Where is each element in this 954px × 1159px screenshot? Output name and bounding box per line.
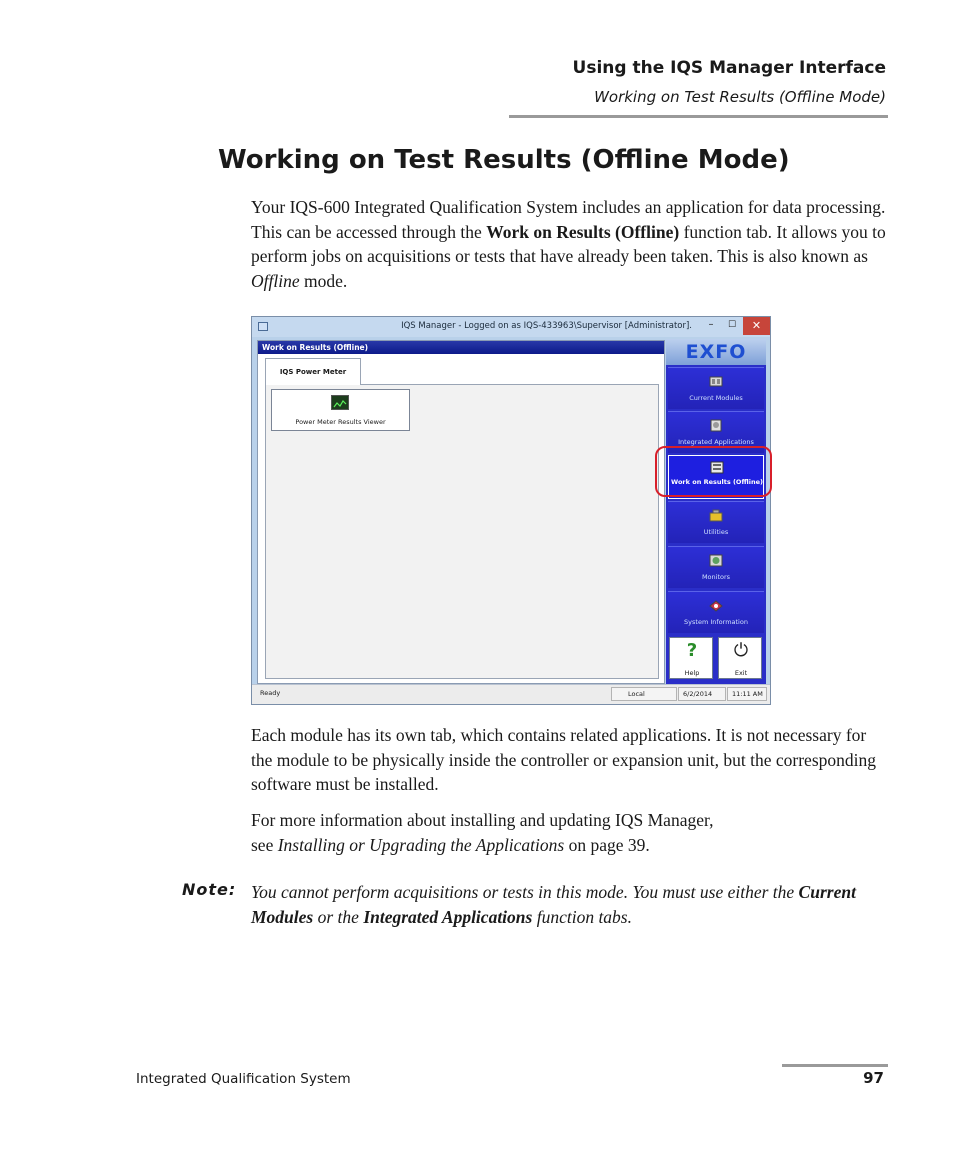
- status-bar: [252, 684, 770, 704]
- maximize-button[interactable]: ☐: [727, 320, 737, 330]
- intro-paragraph: [251, 195, 891, 293]
- utilities-icon: [707, 508, 725, 523]
- power-meter-graph-icon: [331, 395, 349, 410]
- nav-monitors[interactable]: [668, 546, 764, 588]
- note-text: [251, 880, 891, 929]
- status-ready: Ready: [260, 689, 281, 697]
- status-time: 11:11 AM: [727, 687, 767, 701]
- tab-content: [265, 384, 659, 679]
- note-text-2: or the: [313, 906, 364, 927]
- modules-icon: [707, 374, 725, 389]
- cross-reference-link[interactable]: Installing or Upgrading the Applications: [277, 834, 565, 855]
- footer-rule: [782, 1064, 888, 1067]
- intro-italic-offline: Offline: [251, 270, 300, 291]
- applications-icon: [707, 418, 725, 433]
- panel-title: Work on Results (Offline): [258, 341, 664, 354]
- footer-product-name: Integrated Qualification System: [136, 1071, 351, 1087]
- note-text-1: You cannot perform acquisitions or tests in this mode. You must use either the: [251, 882, 799, 902]
- exit-button[interactable]: [718, 637, 762, 679]
- module-tab-paragraph: Each module has its own tab, which contains related applications. It is not necessary for the module to be physically inside the controller or expansion unit, but the corresponding software must be installed.: [251, 725, 877, 794]
- intro-bold-tab-name: Work on Results (Offline): [486, 221, 680, 242]
- nav-current-modules[interactable]: [668, 367, 764, 409]
- nav-label: System Information: [684, 618, 748, 626]
- section-heading: Working on Test Results (Offline Mode): [218, 145, 790, 175]
- more-info-text-3: on page 39.: [564, 834, 650, 855]
- intro-text-1: Your IQS-600 Integrated Qualification System includes an application for data processing. This can be accessed through the: [251, 197, 886, 242]
- page-number: 97: [863, 1069, 884, 1087]
- app-tile-label: Power Meter Results Viewer: [295, 418, 386, 426]
- iqs-manager-window-screenshot: [251, 316, 771, 705]
- exfo-logo: [666, 339, 766, 365]
- nav-label: Utilities: [703, 528, 729, 536]
- more-info-paragraph: [251, 808, 891, 857]
- info-icon: [707, 598, 725, 613]
- logo-text: EXFO: [685, 341, 747, 363]
- help-exit-bar: [666, 635, 766, 684]
- intro-text-3: mode.: [299, 270, 348, 291]
- more-info-text-1: For more information about installing and updating IQS Manager,: [251, 810, 714, 830]
- status-mode: Local: [611, 687, 677, 701]
- exit-label: Exit: [734, 669, 748, 677]
- nav-label: Monitors: [701, 573, 731, 581]
- note-bold-integrated-applications: Integrated Applications: [363, 906, 533, 927]
- running-header-subtitle: Working on Test Results (Offline Mode): [594, 88, 886, 106]
- more-info-text-2: see: [251, 834, 278, 855]
- nav-label: Current Modules: [689, 394, 743, 402]
- power-meter-results-viewer-button[interactable]: [271, 389, 410, 431]
- monitors-icon: [707, 553, 725, 568]
- help-icon: ?: [686, 640, 698, 661]
- nav-label: Integrated Applications: [678, 438, 754, 446]
- note-text-3: function tabs.: [532, 906, 632, 927]
- minimize-button[interactable]: –: [708, 319, 714, 330]
- tab-iqs-power-meter[interactable]: IQS Power Meter: [265, 358, 361, 385]
- note-bold-current-modules: Current Modules: [251, 882, 856, 927]
- nav-utilities[interactable]: [668, 501, 764, 543]
- close-button[interactable]: ✕: [743, 317, 770, 335]
- running-header-title: Using the IQS Manager Interface: [572, 58, 886, 78]
- highlight-ring: [655, 446, 772, 497]
- function-tabs-sidebar: [666, 339, 766, 684]
- work-on-results-panel: [257, 340, 665, 684]
- header-rule: [509, 115, 888, 118]
- nav-system-information[interactable]: [668, 591, 764, 633]
- help-label: Help: [684, 669, 700, 677]
- nav-label: Work on Results (Offline): [671, 478, 763, 486]
- window-titlebar: [252, 317, 770, 337]
- status-date: 6/2/2014: [678, 687, 726, 701]
- intro-text-2: function tab. It allows you to perform jobs on acquisitions or tests that have already been taken. This is also known as: [251, 221, 886, 266]
- note-label: Note:: [182, 880, 237, 899]
- window-title: IQS Manager - Logged on as IQS-433963\Supervisor [Administrator].: [401, 321, 692, 331]
- help-button[interactable]: [669, 637, 713, 679]
- power-icon: ⏻: [733, 640, 749, 661]
